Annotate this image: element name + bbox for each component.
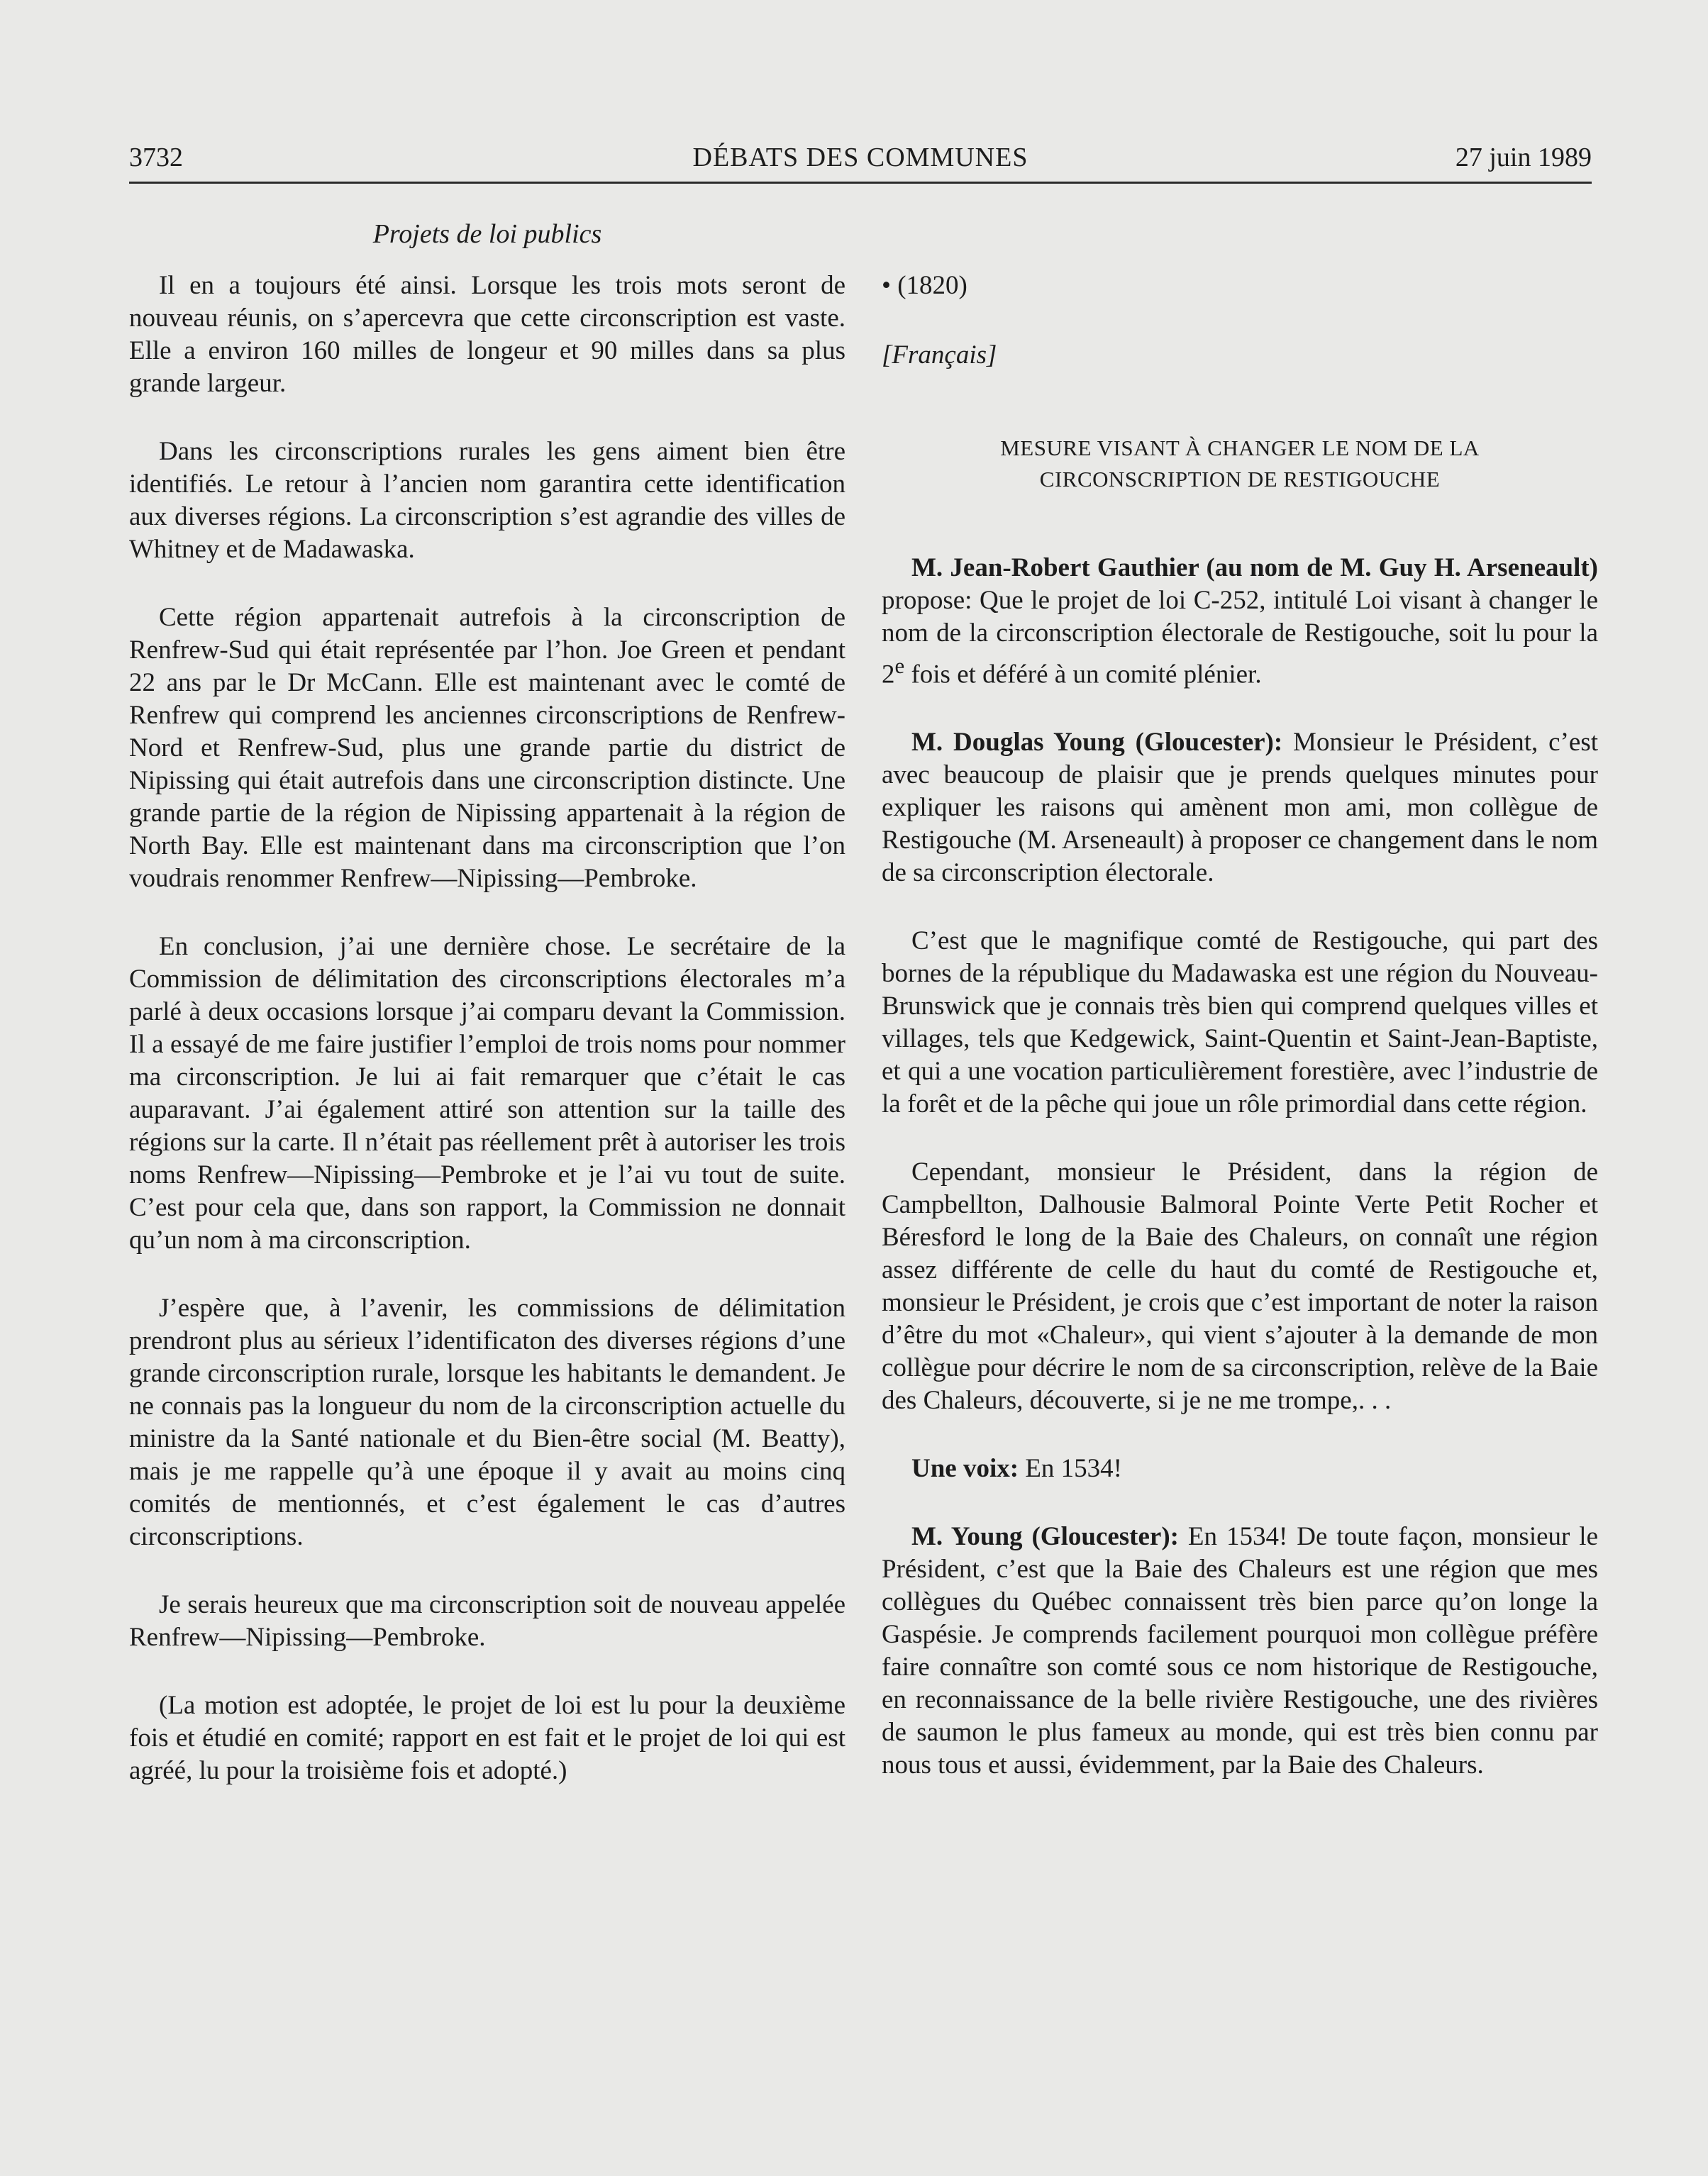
motion-paragraph [882, 552, 1598, 691]
header-rule [129, 182, 1592, 184]
left-column [129, 270, 845, 1823]
speaker-name: M. Douglas Young (Gloucester): [911, 728, 1283, 757]
paragraph-text: Monsieur le Président, c’est avec beaucoup de plaisir que je prends quelques minutes pour expliquer les raisons qui amènent mon ami, mon collègue de Restigouche (M. Arseneault) à proposer ce changement dans le nom de sa circonscription électorale. [882, 728, 1598, 888]
paragraph-text: propose: Que le projet de loi C-252, intitulé Loi visant à changer le nom de la circonscription électorale de Restigouche, soit lu pour la 2 [882, 586, 1598, 689]
paragraph: Cependant, monsieur le Président, dans la région de Campbellton, Dalhousie Balmoral Pointe Verte Petit Rocher et Béresford le long de la Baie des Chaleurs, on connaît une région assez différente de celle du haut du comté de Restigouche et, monsieur le Président, je crois que c’est important de noter la raison d’être du mot «Chaleur», qui vient s’ajouter à la demande de mon collègue pour décrire le nom de sa circonscription, relève de la Baie des Chaleurs, découverte, si je ne me trompe,. . . [882, 1158, 1598, 1416]
right-column [882, 270, 1598, 1817]
interjection-paragraph [882, 1453, 1598, 1485]
journal-title: DÉBATS DES COMMUNES [692, 143, 1028, 172]
paragraph: (La motion est adoptée, le projet de loi est lu pour la deuxième fois et étudié en comité; rapport en est fait et le projet de loi qui est agréé, lu pour la troisième fois et adopté.) [129, 1691, 845, 1785]
paragraph: J’espère que, à l’avenir, les commissions de délimitation prendront plus au sérieux l’identificaton des diverses régions d’une grande circonscription rurale, lorsque les habitants le demandent. Je ne connais pas la longueur du nom de la circonscription actuelle du ministre da la Santé nationale et du Bien-être social (M. Beatty), mais je me rappelle qu’à une époque il y avait au moins cinq comités de mentionnés, et c’est également le cas d’autres circonscriptions. [129, 1294, 845, 1551]
paragraph: Je serais heureux que ma circonscription soit de nouveau appelée Renfrew—Nipissing—Pembroke. [129, 1590, 845, 1652]
speaker-name: M. Young (Gloucester): [911, 1522, 1179, 1552]
speaker-name: M. Jean-Robert Gauthier (au nom de M. Guy H. Arseneault) [911, 553, 1598, 582]
publication-date: 27 juin 1989 [1455, 143, 1592, 172]
language-tag: [Français] [882, 340, 997, 370]
section-title: Projets de loi publics [372, 219, 602, 249]
timestamp: • (1820) [882, 271, 967, 300]
speaker-name: Une voix: [911, 1454, 1019, 1484]
paragraph: Cette région appartenait autrefois à la circonscription de Renfrew-Sud qui était représentée par l’hon. Joe Green et pendant 22 ans par le Dr McCann. Elle est maintenant avec le comté de Renfrew qui comprend les anciennes circonscriptions de Renfrew-Nord et Renfrew-Sud, plus une grande partie du district de Nipissing qui était autrefois dans une circonscription distincte. Une grande partie de la région de Nipissing appartenait à la région de North Bay. Elle est maintenant dans ma circonscription que l’on voudrais renommer Renfrew—Nipissing—Pembroke. [129, 603, 845, 893]
page-header [129, 142, 1592, 179]
paragraph-text: En 1534! [1019, 1454, 1123, 1484]
bill-heading-line: MESURE VISANT À CHANGER LE NOM DE LA [1000, 435, 1480, 460]
speech-paragraph [882, 726, 1598, 889]
paragraph: Dans les circonscriptions rurales les gens aiment bien être identifiés. Le retour à l’ancien nom garantira cette identification aux diverses régions. La circonscription s’est agrandie des villes de Whitney et de Madawaska. [129, 437, 845, 564]
paragraph-text: En 1534! De toute façon, monsieur le Président, c’est que la Baie des Chaleurs est une région que mes collègues du Québec connaissent très bien parce qu’on longe la Gaspésie. Je comprends facilement pourquoi mon collègue préfère faire connaître son comté sous ce nom historique de Restigouche, en reconnaissance de la belle rivière Restigouche, une des rivières de saumon le plus fameux au monde, qui est très bien connu par nous tous et aussi, évidemment, par la Baie des Chaleurs. [882, 1522, 1598, 1780]
speech-paragraph [882, 1521, 1598, 1782]
paragraph: Il en a toujours été ainsi. Lorsque les trois mots seront de nouveau réunis, on s’apercevra que cette circonscription est vaste. Elle a environ 160 milles de longeur et 90 milles dans sa plus grande largeur. [129, 271, 845, 398]
paragraph: C’est que le magnifique comté de Restigouche, qui part des bornes de la république du Madawaska est une région du Nouveau-Brunswick que je connais très bien qui comprend quelques villes et villages, tels que Kedgewick, Saint-Quentin et Saint-Jean-Baptiste, et qui a une vocation particulièrement forestière, avec l’industrie de la forêt et de la pêche qui joue un rôle primordial dans cette région. [882, 926, 1598, 1119]
bill-heading-line: CIRCONSCRIPTION DE RESTIGOUCHE [1039, 467, 1441, 492]
page-number: 3732 [129, 143, 183, 172]
superscript: e [894, 654, 905, 678]
paragraph: En conclusion, j’ai une dernière chose. Le secrétaire de la Commission de délimitation des circonscriptions électorales m’a parlé à deux occasions lorsque j’ai comparu devant la Commission. Il a essayé de me faire justifier l’emploi de trois noms pour nommer ma circonscription. Je lui ai fait remarquer que c’était le cas auparavant. J’ai également attiré son attention sur la taille des régions sur la carte. Il n’était pas réellement prêt à autoriser les trois noms Renfrew—Nipissing—Pembroke et je l’ai vu tout de suite. C’est pour cela que, dans son rapport, la Commission ne donnait qu’un nom à ma circonscription. [129, 932, 845, 1255]
paragraph-text: fois et déféré à un comité plénier. [904, 660, 1262, 689]
bill-heading [910, 433, 1570, 495]
